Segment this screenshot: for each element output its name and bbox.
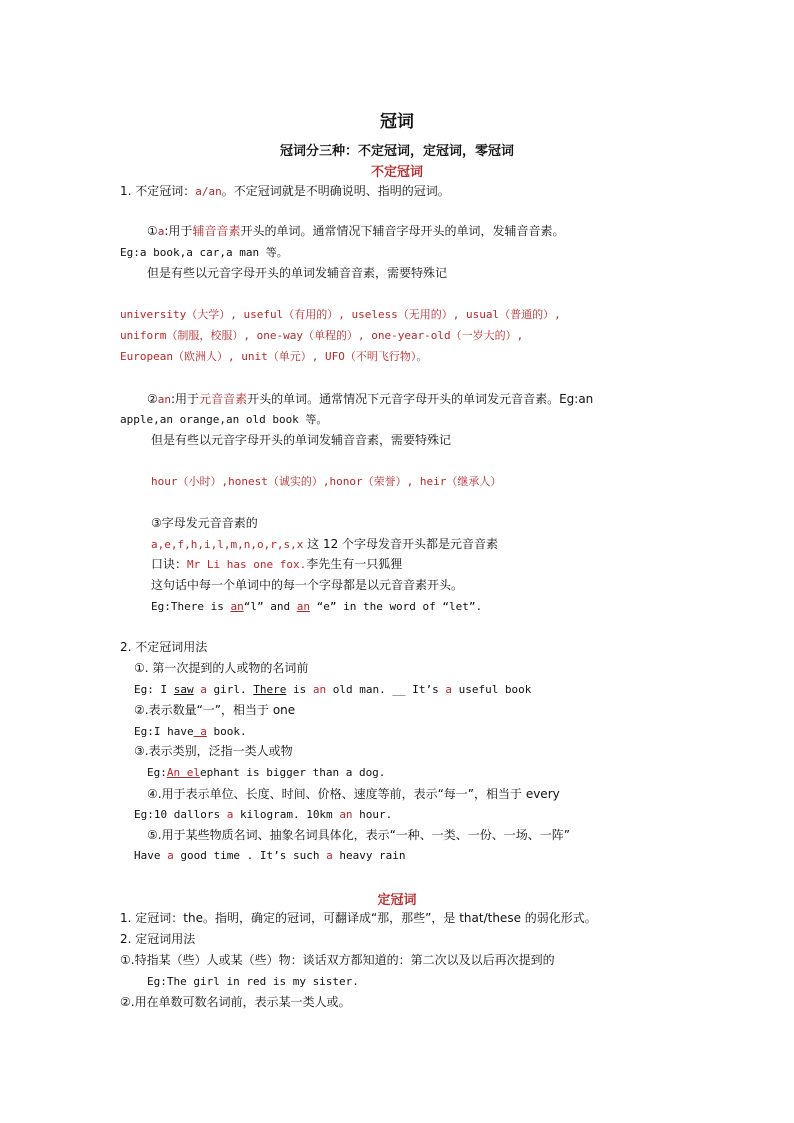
- text-segment: old man. __ It’s: [326, 683, 446, 696]
- example-line: Eg:a book,a car,a man 等。: [120, 246, 288, 259]
- mnemonic-line: [151, 556, 402, 573]
- highlight-term: An el: [166, 766, 200, 779]
- indef-definition: [120, 183, 450, 200]
- highlight-term: an: [157, 393, 172, 406]
- text-segment: Eg:: [147, 766, 167, 779]
- bullet-number: ①: [147, 224, 158, 238]
- text-segment: 1. 不定冠词：: [120, 184, 196, 198]
- highlight-term: 元音音素: [199, 392, 248, 406]
- usage-item: ⑤.用于某些物质名词、抽象名词具体化，表示“一种、一类、一份、一场、一阵”: [147, 828, 571, 842]
- word-list-line: uniform（制服，校服）, one-way（单程的）, one-year-old（一岁大的）,: [120, 329, 524, 342]
- word-list-line: hour（小时）,honest（诚实的）,honor（荣誉）, heir（继承人）: [151, 475, 502, 488]
- text-segment: 这 12 个字母发音开头都是元音音素: [303, 537, 499, 551]
- text-segment: “l” and: [243, 600, 297, 613]
- highlight-term: an: [339, 808, 353, 821]
- text-segment: book.: [206, 725, 247, 738]
- rule-letters-title: ③字母发元音音素的: [151, 516, 258, 530]
- usage-item: ②.表示数量“一”，相当于 one: [134, 703, 296, 717]
- note-line: 但是有些以元音字母开头的单词发辅音音素，需要特殊记: [147, 266, 448, 280]
- text-segment: girl.: [206, 683, 254, 696]
- text-segment: kilogram. 10km: [233, 808, 340, 821]
- highlight-term: a: [326, 849, 333, 862]
- text-segment: good time . It’s such: [173, 849, 327, 862]
- section-heading-definite: 定冠词: [377, 893, 417, 908]
- note-line: 但是有些以元音字母开头的单词发辅音音素，需要特殊记: [151, 433, 452, 447]
- example-line: Eg:The girl in red is my sister.: [147, 975, 359, 988]
- highlight-term: an: [296, 600, 310, 613]
- text-segment: 李先生有一只狐狸: [306, 557, 403, 571]
- highlight-term: a/an: [195, 185, 222, 198]
- word-list-line: European（欧洲人）, unit（单元）, UFO（不明飞行物）。: [120, 350, 428, 363]
- rule-a: [147, 223, 564, 240]
- usage-item: ①. 第一次提到的人或物的名词前: [134, 661, 309, 675]
- page-subtitle: 冠词分三种：不定冠词，定冠词，零冠词: [279, 144, 514, 159]
- highlight-term: a: [445, 683, 452, 696]
- highlight-term: Mr Li has one fox.: [187, 558, 307, 571]
- text-segment: Have: [134, 849, 168, 862]
- text-segment: 。不定冠词就是不明确说明、指明的冠词。: [221, 184, 450, 198]
- usage-heading: 2. 不定冠词用法: [120, 640, 208, 654]
- def-definition: 1. 定冠词：the。指明，确定的冠词，可翻译成“那，那些”，是 that/these 的弱化形式。: [120, 911, 597, 925]
- highlight-term: 辅音音素: [192, 224, 241, 238]
- text-segment: 开头的单词。通常情况下元音字母开头的单词发元音音素。Eg:an: [247, 392, 594, 406]
- example-line: [134, 724, 247, 740]
- usage-heading: 2. 定冠词用法: [120, 932, 196, 946]
- text-segment: Eg:There is: [151, 600, 231, 613]
- text-segment: is: [286, 683, 313, 696]
- highlight-term: a: [157, 225, 165, 238]
- highlight-term: a: [200, 683, 207, 696]
- example-line: [134, 682, 531, 698]
- page-title: 冠词: [380, 112, 414, 132]
- example-line: apple,an orange,an old book 等。: [120, 413, 328, 426]
- highlight-term: a: [193, 725, 207, 738]
- rule-letters: [151, 536, 498, 553]
- highlight-term: a: [167, 849, 174, 862]
- usage-item: ③.表示类别，泛指一类人或物: [134, 744, 293, 758]
- highlight-term: an: [230, 600, 244, 613]
- highlight-term: a: [226, 808, 234, 821]
- usage-item: ④.用于表示单位、长度、时间、价格、速度等前，表示“每一”，相当于 every: [147, 787, 560, 801]
- text-segment: Eg: I: [134, 683, 174, 696]
- rule-an: [147, 391, 593, 408]
- text-segment: useful book: [451, 683, 532, 696]
- example-line: [151, 599, 482, 615]
- note-line: 这句话中每一个单词中的每一个字母都是以元音音素开头。: [151, 578, 464, 592]
- text-segment: “e” in the word of “let”.: [309, 600, 483, 613]
- text-segment: 口诀：: [151, 557, 188, 571]
- example-line: [147, 765, 385, 781]
- highlight-term: an: [312, 683, 327, 696]
- usage-item: ①.特指某（些）人或某（些）物：谈话双方都知道的：第二次以及以后再次提到的: [120, 953, 555, 967]
- text-segment: ephant is bigger than a dog.: [200, 766, 386, 779]
- text-segment: saw: [173, 683, 194, 696]
- bullet-number: ②: [147, 392, 158, 406]
- usage-item: ②.用在单数可数名词前，表示某一类人或。: [120, 995, 351, 1009]
- text-segment: hour.: [352, 808, 393, 821]
- section-heading-indefinite: 不定冠词: [370, 165, 423, 180]
- example-line: [134, 807, 392, 823]
- text-segment: :用于: [171, 392, 200, 406]
- text-segment: heavy rain: [332, 849, 406, 862]
- example-line: [134, 848, 406, 864]
- text-segment: There: [253, 683, 287, 696]
- word-list-line: university（大学）, useful（有用的）, useless（无用的）, usual（普通的）,: [120, 308, 561, 321]
- text-segment: :用于: [164, 224, 193, 238]
- text-segment: 开头的单词。通常情况下辅音字母开头的单词，发辅音音素。: [240, 224, 565, 238]
- text-segment: Eg:10 dallors: [134, 808, 227, 821]
- letter-list: a,e,f,h,i,l,m,n,o,r,s,x: [151, 538, 304, 551]
- text-segment: Eg:I have: [134, 725, 194, 738]
